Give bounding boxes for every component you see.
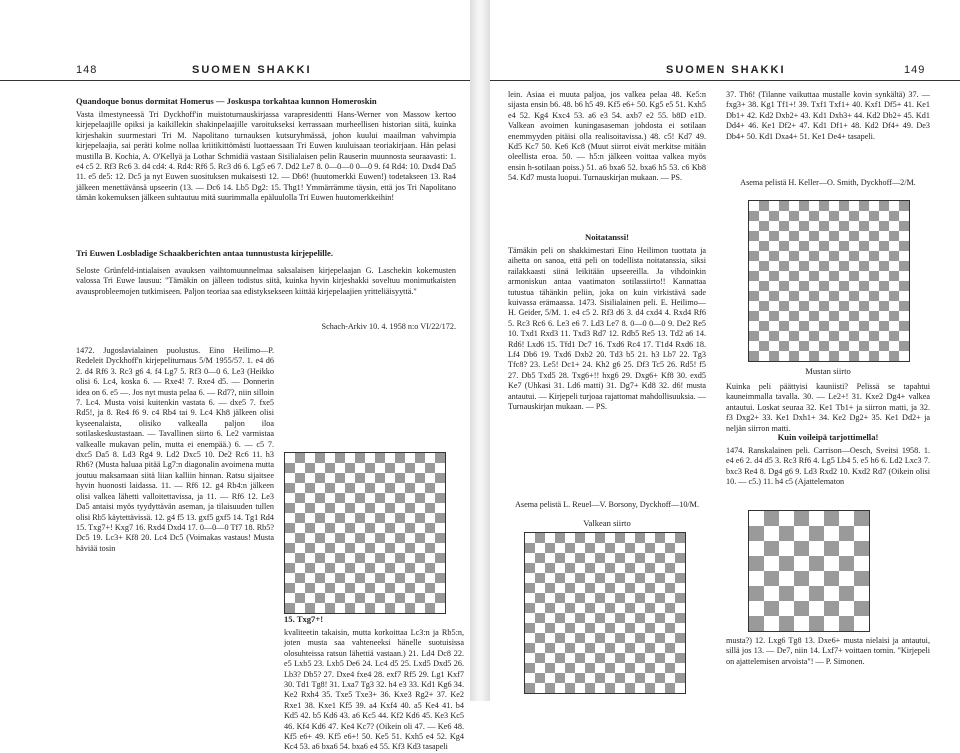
position-caption: Asema pelistä H. Keller—O. Smith, Dyckhoff—2/M. [740, 178, 916, 187]
section-heading: Tri Euwen Losbladige Schaakberichten antaa tunnustusta kirjepelille. [76, 248, 333, 258]
article-paragraph: Vasta ilmestyneessä Tri Dyckhoff'in muistoturnauskirjassa varapresidentti Hans-Werner von Massow kertoo kirjepelaajille opiksi ja kaikillekin shakinpelaajille varoitukseksi kerrassaan murheellisen historian siitä, kuinka kirjeshakin suurmestari Tri M. Napolitano turnauksen kutsuryhmässä, johon kuului maailman vahvimpia kirjepelaajia, sai peräti kolme nollaa kriitikittömästi luottaessaan Tri Euwen kuuluisaan teoriakirjaan. Hän pelasi mustilla B. Kochia, A. O'Kellyä ja Lothar Schmidiä vastaan Sisilialaisen pelin Rauserin muunnosta seuraavasti: 1. e4 c5 2. Rf3 Rc6 3. d4 cd4: 4. Rd4: Rf6 5. Rc3 d6 6. Lg5 e6 7. Dd2 Le7 8. 0—0—0 0—0 9. f4 Rd4: 10. Dxd4 Da5 11. e5 de5: 12. Dc5 ja nyt Euwen suosituksen mukaisesti 12. — Db6! (huutomerkki Euwen!) todetakseen 13. Ra4 jälkeen menettävänsä upseerin (13. — Dc6 14. Lb5 Dg2: 15. Thg1! Ymmärrämme täysin, että jos Tri Napolitano tämän kokemuksen jälkeen suhtautuu mitä suurimmalla epäluulolla Tri Euwen huutomerkkeihin! [76, 110, 456, 203]
column-text: 37. Th6! (Tilanne vaikuttaa mustalle kovin synkältä) 37. — fxg3+ 38. Kg1 Tf1+! 39. Txf1 Txf1+ 40. Kxf1 Df5+ 41. Ke1 Db1+ 42. Kd2 Dxb2+ 43. Kd1 Dxb3+ 44. Kd2 Db2+ 45. Kd1 Dd4+ 46. Ke1 Df2+ 47. Kd1 Df1+ 48. Kd2 Df4+ 49. De3 Db4+ 50. Kd1 Dxa4+ 51. Ke1 De4+ tasapeli. [726, 90, 930, 141]
article-heading: Quandoque bonus dormitat Homerus — Joskuspa torkahtaa kunnon Homeroskin [76, 96, 377, 106]
column-text: Kuinka peli päättyisi kauniisti? Pelissä se tapahtui kauneimmalla tavalla. 30. — Le2+! 31. Kxe2 Dg4+ valkea antautui. Loskat seuraa 32. Ke1 Tb1+ ja siirron matti, ja 32. f3 Dxg2+ 33. Ke1 Dxh1+ 34. Ke2 Dg2+ 35. Ke1 Dd2+ ja neljän siirron matti. [726, 382, 930, 433]
page-number: 148 [76, 64, 98, 76]
right-page-header [490, 62, 960, 81]
chess-diagram [748, 200, 910, 362]
diagram-caption: 15. Txg7+! [284, 614, 324, 624]
running-title: SUOMEN SHAKKI [666, 64, 786, 76]
column-text: lein. Asiaa ei muuta paljoa, jos valkea pelaa 48. Ke5:n sijasta ensin b6. 48. b6 h5 49. Kf5 e6+ 50. Kg5 e5 51. Kxh5 e4 52. Kg4 Kxc4 53. a6 e3 54. axb7 e2 55. b8D e1D. Valkean avoimen kuningasaseman johdosta ei sotilaan enemmyyden pitäisi olla realisoitavissa.) 48. c5! Kd7 49. Kd5 Kc7 50. Ke6 Kc8 (Muut siirrot eivät merkitse mitään oleellista eroa. 50. — h5:n jälkeen voittaa valkea myös ensin h-sotilaan poiss.) 51. a6 bxa6 52. bxa6 h5 53. c6 Kb8 54. Kd7 musta luopui. Turnauskirjan mukaan. — PS. [508, 90, 706, 183]
chess-diagram [284, 452, 446, 614]
left-page-header [0, 62, 470, 81]
position-caption: Asema pelistä L. Reuel—V. Borsony, Dyckhoff—10/M. [514, 500, 700, 509]
left-page [0, 0, 470, 752]
quote-paragraph: Seloste Grünfeld-intialaisen avauksen vaihtomuunnelmaa saksalaisen kirjepelaajan G. Laschekin kokemusten valossa Tri Euwe lausuu: "Tämäkin on jälleen todistus siitä, kuinka hyvin kirjeshakki soveltuu monimutkaisten avausprobleemojen tutkimiseen. Paljon teoriaa saa edistyksekseen kiittää kirjepelaajien yritteliäisyyttä." [76, 266, 456, 296]
diagram-caption: Mustan siirto [805, 366, 851, 376]
right-page [490, 0, 960, 701]
column-text: Tämäkin peli on shakkimestari Eino Heilimon tuottata ja aihetta on sanoa, että peli on todellista noitatanssia, siksi railakkaasti siinä leikitään upseereilla. Ja vihdoinkin armoniskun antaa vaatimaton sotilassiirto!! Kannattaa tutustua tähänkin peliin, joka on kuin virkistävä sade kuivassa erämaassa. 1473. Sisilialainen peli. E. Heilimo—H. Geider, 5/M. 1. e4 c5 2. Rf3 d6 3. d4 cxd4 4. Rxd4 Rf6 5. Rc3 Rc6 6. Le3 e6 7. Ld3 Le7 8. 0—0 0—0 9. De2 Re5 10. Txd1 Rxd3 11. Txd3 Rd7 12. Rdb5 Re5 13. Td2 a6 14. Rd6! Lxd6 15. Tfd1 Dc7 16. Txd6 Rc4 17. T1d4 Rxd6 18. Lf4 Db6 19. Txd6 Dxb2 20. Td3 b5 21. h3 Lb7 22. Tg3 Tfc8? 23. Le5! Dc1+ 24. Kh2 g6 25. Df3 Tc5 26. Rd5! f5 27. Db5 Txd5 28. Txg6+!! hxg6 29. Dxg6+ Kf8 30. exd5 Ke7 (Uhkasi 31. Ld6 matti) 31. Dg7+ Kd8 32. d6! musta antautui. — Kirjepeli turjoaa rajattomat mahdollisuuksia. — Turnauskirjan mukaan. — PS. [508, 246, 706, 412]
source-citation: Schach-Arkiv 10. 4. 1958 n:o VI/22/172. [321, 322, 456, 331]
chess-diagram [524, 532, 686, 694]
running-title: SUOMEN SHAKKI [192, 64, 312, 76]
column-text: musta?) 12. Lxg6 Tg8 13. Dxe6+ musta nielaisi ja antautui, sillä jos 13. — De7, niin 14. Lxf7+ voittaen tornin. "Kirjepeli on ajattelemisen arvoista"! — P. Simonen. [726, 636, 930, 666]
chess-diagram [748, 510, 870, 632]
section-heading: Kuin voileipä tarjottimella! [777, 432, 879, 442]
diagram-caption: Valkean siirto [583, 518, 631, 528]
game-annotation: 1472. Jugoslavialainen puolustus. Eino Heilimo—P. Redeleit Dyckhoff'n kirjepeliturnaus 5/M 1955/57. 1. e4 d6 2. d4 Rf6 3. Rc3 g6 4. f4 Lg7 5. Rf3 0—0 6. Le3 (Heikko olisi 6. Lc4, koska 6. — Rxe4! 7. Rxe4 d5. — Donnerin idea on 6. e5 —. Jos nyt musta pelaa 6. — Rd7?, niin silloin 7. Lc4. Musta voisi kuitenkin vastata 6. — dxe5 7. fxe5 Rd5!, ja 8. Re4 f6 9. c4 Rb4 tai 9. Lc4 Kh8 jälkeen olisi kyseenalaista, olisiko valkealla paljon iloa sotilaskeskustastaan. — Tavallinen siirto 6. Le2 varmistaa valkealle mukavan pelin, mutta ei enempää.) 6. — c5 7. dxc5 Da5 8. Ld3 Rg4 9. Ld2 Dxc5 10. De2 Rc6 11. h3 Rh6? (Musta haluaa pitää Lg7:n diagonalin avoimena mutta joutuu maksamaan siitä liian kalliin hinnan. Ratsu sijaitsee hyvin huonosti laidassa. 11. — Rf6 12. g4 Rb4:n jälkeen olisi valkea lähetti valloitettavissa, ja 11. — Rf6 12. Le3 Da5 antaisi myös tyydyttävän aseman, ja tilaisuuden tullen olisi Rb5 käytettävissä. 12. g4 f5 13. gxf5 gxf5 14. Tg1 Rd4 15. Txg7+! Kxg7 16. Rxd4 Dxd4 17. 0—0—0 Tf7 18. Rb5? Dc5 19. Lc3+ Kf8 20. Lc4 Dc5 (Voimakas vastaus! Musta häviää tosin [76, 346, 274, 553]
section-heading: Noitatanssi! [585, 232, 629, 242]
column-text: 1474. Ranskalainen peli. Carrison—Oesch, Sveitsi 1958. 1. e4 e6 2. d4 d5 3. Rc3 Rf6 4. Lg5 Lb4 5. e5 h6 6. Ld2 Lxc3 7. bxc3 Re4 8. Dg4 g6 9. Ld3 Rxd2 10. Kxd2 Rd7 (Oikein olisi 10. — c5.) 11. h4 c5 (Ajattelematon [726, 446, 930, 487]
book-gutter [470, 0, 490, 701]
game-continuation: kvaliteetin takaisin, mutta korkoittaa Lc3:n ja Rb5:n, joten musta saa vahteneeksi hänelle suotuisissa olosuhteissa ratsun lähettiä vastaan.) 21. Ld4 Dc8 22. e5 Lxb5 23. Lxb5 De6 24. Lc4 d5 25. Lxd5 Dxd5 26. Lb3? Db5? 27. Dxe4 fxe4 28. exf7 Rf5 29. Lg1 Kxf7 30. Td1 Tg8! 31. Lxa7 Tg3 32. h4 e3 33. Kd1 Kg6 34. Ke2 Rxh4 35. Txe5 Txe3+ 36. Kxe3 Rg2+ 37. Ke2 Rxe1 38. Kxe1 Kf5 39. a4 Kxf4 40. a5 Ke4 41. b4 Kd5 42. b5 Kd6 43. a6 Kc5 44. Kf2 Kd6 45. Ke3 Kc5 46. Kf4 Kd6 47. Ke4 Kc7? (Oikein oli 47. — Ke6 48. Kf5 e6+ 49. Kf5 e6+! 50. Ke5 51. Kxh5 e4 52. Kg4 Kc4 53. a6 bxa6 54. bxa6 e4 55. Kf3 Kd3 tasapeli [284, 628, 464, 752]
page-number: 149 [904, 64, 926, 76]
